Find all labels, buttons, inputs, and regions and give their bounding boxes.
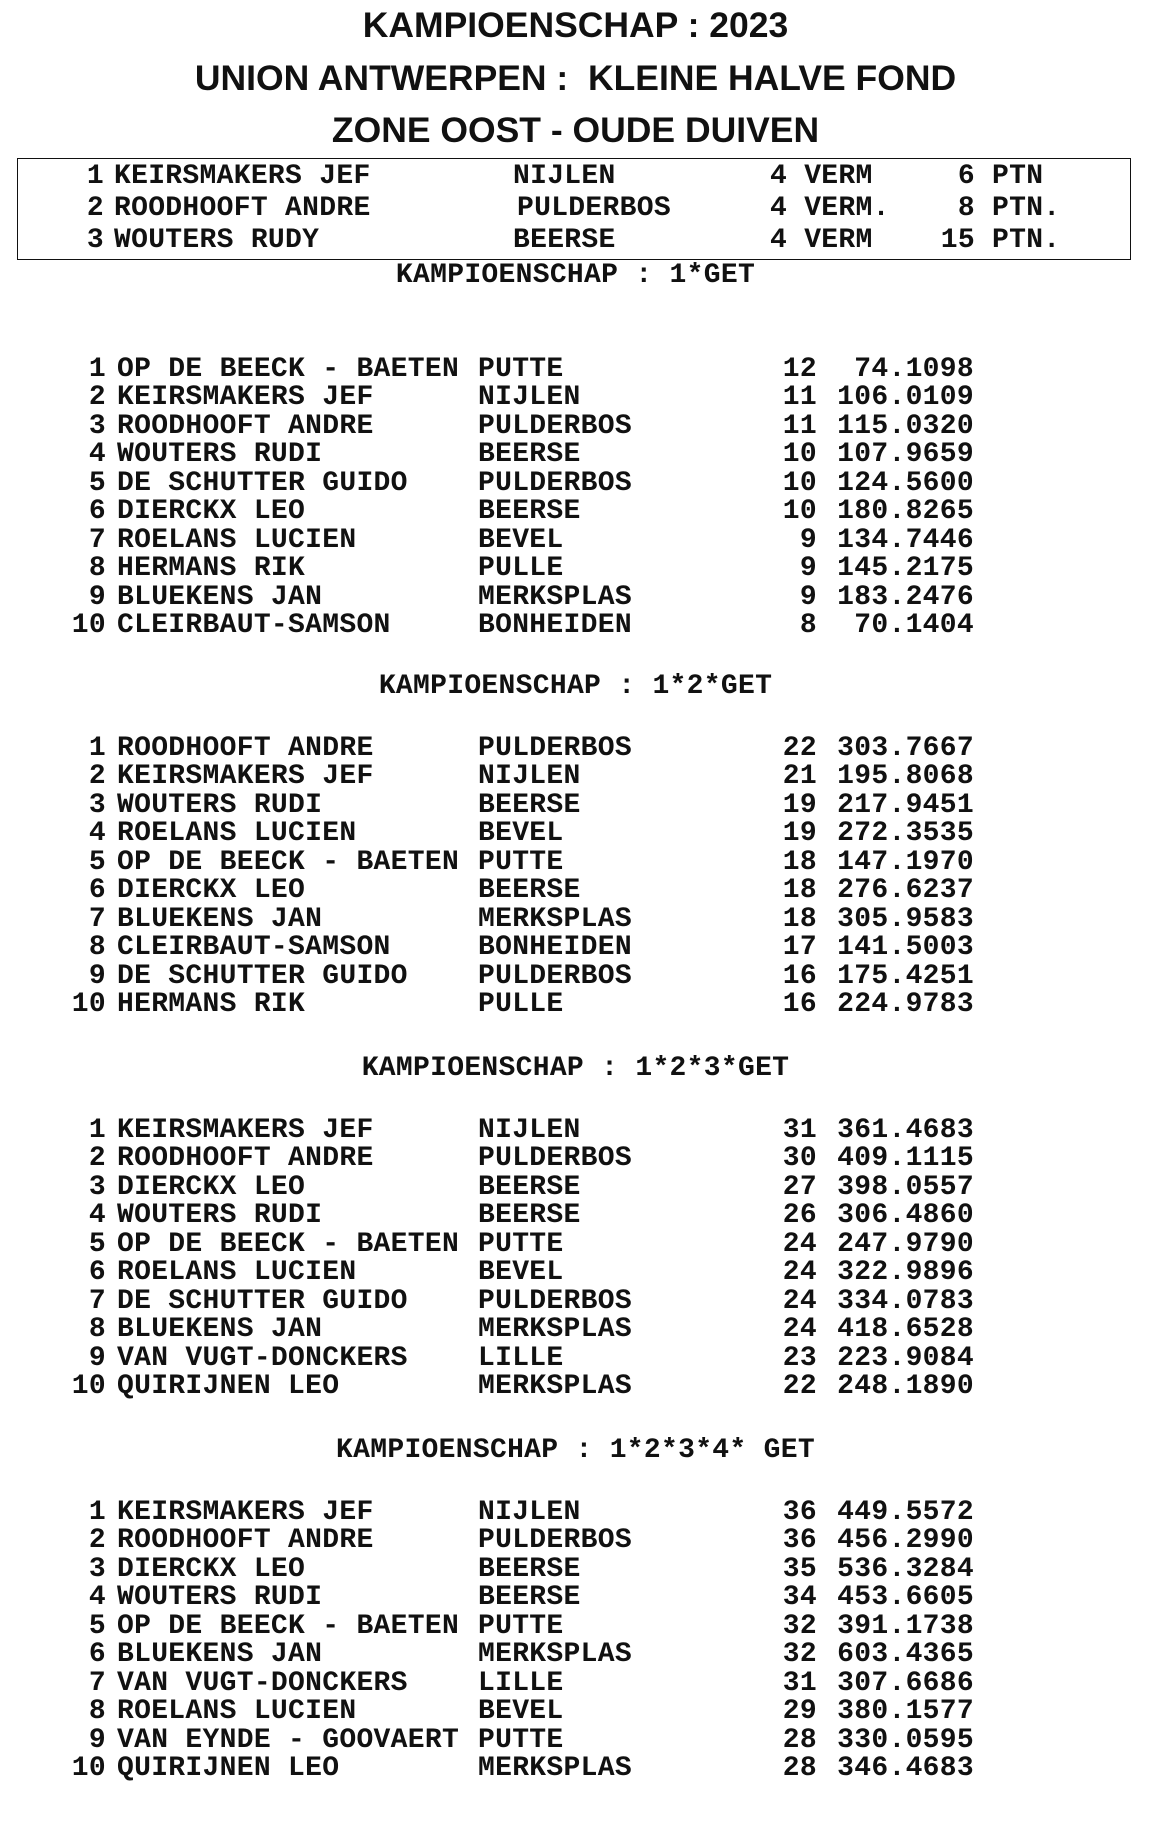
count-cell: 11	[782, 410, 817, 442]
rank-cell: 3	[88, 1171, 106, 1203]
value-cell: 418.6528	[837, 1314, 974, 1346]
count-cell: 17	[782, 932, 817, 964]
table-row	[0, 988, 1151, 1020]
town-cell: MERKSPLAS	[478, 1639, 632, 1671]
rank-cell: 8	[88, 1314, 106, 1346]
name-cell: DE SCHUTTER GUIDO	[117, 467, 408, 499]
name-cell: QUIRIJNEN LEO	[117, 1370, 340, 1402]
name-cell: DIERCKX LEO	[117, 1553, 306, 1585]
name-cell: WOUTERS RUDI	[117, 789, 323, 821]
name-cell: ROODHOOFT ANDRE	[117, 1143, 374, 1175]
value-cell: 183.2476	[837, 581, 974, 613]
rank-cell: 7	[88, 524, 106, 556]
value-cell: 305.9583	[837, 903, 974, 935]
value-cell: 180.8265	[837, 496, 974, 528]
rank-cell: 3	[88, 1553, 106, 1585]
count-cell: 24	[782, 1285, 817, 1317]
value-cell: 107.9659	[837, 439, 974, 471]
table-row	[0, 1641, 1151, 1669]
count-cell: 16	[782, 988, 817, 1020]
rank-cell: 1	[86, 161, 104, 192]
town-cell: BEERSE	[478, 439, 581, 471]
town-cell: BONHEIDEN	[478, 609, 632, 641]
value-cell: 217.9451	[837, 789, 974, 821]
rank-cell: 7	[88, 903, 106, 935]
town-cell: BEERSE	[478, 1200, 581, 1232]
table-row	[0, 735, 1151, 763]
summary-row	[18, 193, 1130, 225]
name-cell: DE SCHUTTER GUIDO	[117, 960, 408, 992]
value-cell: 346.4683	[837, 1752, 974, 1784]
name-cell: OP DE BEECK - BAETEN	[117, 354, 460, 385]
town-cell: PULDERBOS	[517, 193, 671, 224]
count-cell: 10	[782, 496, 817, 528]
name-cell: VAN VUGT-DONCKERS	[117, 1667, 408, 1699]
rank-cell: 5	[88, 846, 106, 878]
table-row	[0, 934, 1151, 962]
name-cell: QUIRIJNEN LEO	[117, 1752, 340, 1784]
count-cell: 30	[782, 1143, 817, 1175]
table-row	[0, 960, 1151, 992]
table-row	[0, 1499, 1151, 1527]
table-row	[0, 1145, 1151, 1173]
name-cell: CLEIRBAUT-SAMSON	[117, 932, 391, 964]
town-cell: BEVEL	[478, 1257, 564, 1289]
rank-cell: 2	[86, 193, 104, 224]
value-cell: 361.4683	[837, 1115, 974, 1146]
value-cell: 330.0595	[837, 1724, 974, 1756]
rank-cell: 1	[88, 733, 106, 764]
town-cell: NIJLEN	[478, 382, 581, 414]
value-cell: 380.1577	[837, 1696, 974, 1728]
town-cell: BEERSE	[478, 875, 581, 907]
table-row	[0, 1259, 1151, 1287]
rank-cell: 5	[88, 1610, 106, 1642]
table-row	[0, 789, 1151, 821]
name-cell: DIERCKX LEO	[117, 496, 306, 528]
ranking-list	[0, 356, 1151, 640]
title-zone: ZONE OOST - OUDE DUIVEN	[331, 110, 820, 150]
name-cell: WOUTERS RUDI	[117, 1582, 323, 1614]
town-cell: LILLE	[478, 1667, 564, 1699]
value-cell: 303.7667	[837, 733, 974, 764]
name-cell: HERMANS RIK	[117, 988, 306, 1020]
count-cell: 18	[782, 875, 817, 907]
count-cell: 23	[782, 1342, 817, 1374]
value-cell: 70.1404	[854, 609, 974, 641]
count-cell: 10	[782, 439, 817, 471]
town-cell: PUTTE	[478, 354, 564, 385]
table-row	[0, 1667, 1151, 1699]
name-cell: KEIRSMAKERS JEF	[117, 1115, 374, 1146]
town-cell: BEERSE	[478, 1171, 581, 1203]
count-cell: 8	[799, 609, 817, 641]
town-cell: BEVEL	[478, 1696, 564, 1728]
town-cell: MERKSPLAS	[478, 1314, 632, 1346]
name-cell: ROELANS LUCIEN	[117, 818, 357, 850]
rank-cell: 10	[71, 1370, 106, 1402]
count-cell: 16	[782, 960, 817, 992]
town-cell: PULLE	[478, 553, 564, 585]
rank-cell: 4	[88, 439, 106, 471]
name-cell: BLUEKENS JAN	[117, 903, 323, 935]
rank-cell: 9	[88, 1724, 106, 1756]
rank-cell: 7	[88, 1667, 106, 1699]
value-cell: 74.1098	[854, 354, 974, 385]
points-cell: 15	[940, 225, 975, 256]
count-cell: 27	[782, 1171, 817, 1203]
value-cell: 145.2175	[837, 553, 974, 585]
table-row	[0, 1228, 1151, 1260]
town-cell: PUTTE	[478, 1610, 564, 1642]
count-cell: 29	[782, 1696, 817, 1728]
town-cell: MERKSPLAS	[478, 1370, 632, 1402]
rank-cell: 2	[88, 1525, 106, 1557]
town-cell: PULDERBOS	[478, 960, 632, 992]
name-cell: WOUTERS RUDY	[114, 225, 320, 256]
count-cell: 32	[782, 1610, 817, 1642]
summary-row	[18, 225, 1130, 257]
value-cell: 449.5572	[837, 1497, 974, 1528]
name-cell: ROODHOOFT ANDRE	[117, 1525, 374, 1557]
unit-cell: PTN.	[992, 193, 1061, 224]
town-cell: BEERSE	[478, 789, 581, 821]
name-cell: DIERCKX LEO	[117, 1171, 306, 1203]
rank-cell: 2	[88, 761, 106, 793]
town-cell: NIJLEN	[478, 1115, 581, 1146]
name-cell: OP DE BEECK - BAETEN	[117, 846, 460, 878]
table-row	[0, 1698, 1151, 1726]
summary-row	[18, 161, 1130, 193]
town-cell: PUTTE	[478, 1228, 564, 1260]
table-row	[0, 1553, 1151, 1585]
rank-cell: 5	[88, 467, 106, 499]
name-cell: OP DE BEECK - BAETEN	[117, 1228, 460, 1260]
count-cell: 19	[782, 818, 817, 850]
town-cell: NIJLEN	[513, 161, 616, 192]
value-cell: 306.4860	[837, 1200, 974, 1232]
table-row	[0, 1584, 1151, 1612]
ranking-list	[0, 1117, 1151, 1401]
town-cell: PULDERBOS	[478, 1143, 632, 1175]
name-cell: VAN EYNDE - GOOVAERT	[117, 1724, 460, 1756]
name-cell: ROELANS LUCIEN	[117, 524, 357, 556]
value-cell: 456.2990	[837, 1525, 974, 1557]
table-row	[0, 1610, 1151, 1642]
rank-cell: 1	[88, 354, 106, 385]
rank-cell: 1	[88, 1115, 106, 1146]
table-row	[0, 1316, 1151, 1344]
count-cell: 9	[799, 581, 817, 613]
name-cell: KEIRSMAKERS JEF	[114, 161, 371, 192]
value-cell: 307.6686	[837, 1667, 974, 1699]
unit-cell: PTN	[992, 161, 1044, 192]
table-row	[0, 384, 1151, 412]
table-row	[0, 441, 1151, 469]
table-row	[0, 1202, 1151, 1230]
count-cell: 36	[782, 1525, 817, 1557]
rank-cell: 9	[88, 581, 106, 613]
section-heading: KAMPIOENSCHAP : 1*2*3*4* GET	[336, 1435, 815, 1466]
table-row	[0, 498, 1151, 526]
count-cell: 22	[782, 733, 817, 764]
count-cell: 19	[782, 789, 817, 821]
value-cell: 175.4251	[837, 960, 974, 992]
name-cell: WOUTERS RUDI	[117, 1200, 323, 1232]
title-union: UNION ANTWERPEN : KLEINE HALVE FOND	[194, 58, 957, 98]
section-heading: KAMPIOENSCHAP : 1*2*GET	[378, 671, 773, 702]
ranking-list	[0, 1499, 1151, 1783]
value-cell: 124.5600	[837, 467, 974, 499]
value-cell: 223.9084	[837, 1342, 974, 1374]
value-cell: 453.6605	[837, 1582, 974, 1614]
rank-cell: 3	[88, 410, 106, 442]
points-cell: 8	[957, 193, 975, 224]
table-row	[0, 581, 1151, 613]
value-cell: 106.0109	[837, 382, 974, 414]
count-cell: 26	[782, 1200, 817, 1232]
rank-cell: 9	[88, 960, 106, 992]
rank-cell: 5	[88, 1228, 106, 1260]
town-cell: BEERSE	[478, 496, 581, 528]
count-cell: 24	[782, 1257, 817, 1289]
rank-cell: 4	[88, 818, 106, 850]
count-cell: 36	[782, 1497, 817, 1528]
town-cell: PULDERBOS	[478, 410, 632, 442]
verm-cell: 4 VERM.	[770, 193, 890, 224]
town-cell: NIJLEN	[478, 1497, 581, 1528]
town-cell: BEERSE	[513, 225, 616, 256]
name-cell: ROODHOOFT ANDRE	[117, 733, 374, 764]
value-cell: 141.5003	[837, 932, 974, 964]
town-cell: BEERSE	[478, 1582, 581, 1614]
count-cell: 31	[782, 1667, 817, 1699]
value-cell: 248.1890	[837, 1370, 974, 1402]
section-heading: KAMPIOENSCHAP : 1*2*3*GET	[361, 1053, 790, 1084]
town-cell: PUTTE	[478, 846, 564, 878]
section-heading: KAMPIOENSCHAP : 1*GET	[395, 260, 756, 291]
name-cell: KEIRSMAKERS JEF	[117, 761, 374, 793]
value-cell: 276.6237	[837, 875, 974, 907]
rank-cell: 2	[88, 382, 106, 414]
town-cell: PULDERBOS	[478, 1525, 632, 1557]
value-cell: 134.7446	[837, 524, 974, 556]
value-cell: 247.9790	[837, 1228, 974, 1260]
value-cell: 391.1738	[837, 1610, 974, 1642]
table-row	[0, 903, 1151, 935]
count-cell: 28	[782, 1724, 817, 1756]
count-cell: 24	[782, 1314, 817, 1346]
table-row	[0, 1752, 1151, 1784]
value-cell: 536.3284	[837, 1553, 974, 1585]
count-cell: 18	[782, 903, 817, 935]
table-row	[0, 356, 1151, 384]
rank-cell: 7	[88, 1285, 106, 1317]
table-row	[0, 877, 1151, 905]
value-cell: 322.9896	[837, 1257, 974, 1289]
count-cell: 22	[782, 1370, 817, 1402]
value-cell: 272.3535	[837, 818, 974, 850]
value-cell: 115.0320	[837, 410, 974, 442]
rank-cell: 8	[88, 553, 106, 585]
value-cell: 398.0557	[837, 1171, 974, 1203]
table-row	[0, 1342, 1151, 1374]
value-cell: 224.9783	[837, 988, 974, 1020]
table-row	[0, 763, 1151, 791]
value-cell: 195.8068	[837, 761, 974, 793]
name-cell: DE SCHUTTER GUIDO	[117, 1285, 408, 1317]
name-cell: ROODHOOFT ANDRE	[117, 410, 374, 442]
rank-cell: 1	[88, 1497, 106, 1528]
rank-cell: 3	[86, 225, 104, 256]
rank-cell: 3	[88, 789, 106, 821]
town-cell: PUTTE	[478, 1724, 564, 1756]
town-cell: BEVEL	[478, 524, 564, 556]
ranking-list	[0, 735, 1151, 1019]
rank-cell: 6	[88, 496, 106, 528]
name-cell: ROELANS LUCIEN	[117, 1696, 357, 1728]
table-row	[0, 820, 1151, 848]
unit-cell: PTN.	[992, 225, 1061, 256]
verm-cell: 4 VERM	[770, 161, 873, 192]
count-cell: 35	[782, 1553, 817, 1585]
name-cell: OP DE BEECK - BAETEN	[117, 1610, 460, 1642]
name-cell: BLUEKENS JAN	[117, 1639, 323, 1671]
summary-box	[17, 158, 1131, 260]
rank-cell: 4	[88, 1200, 106, 1232]
town-cell: NIJLEN	[478, 761, 581, 793]
rank-cell: 8	[88, 1696, 106, 1728]
name-cell: KEIRSMAKERS JEF	[117, 382, 374, 414]
count-cell: 31	[782, 1115, 817, 1146]
name-cell: DIERCKX LEO	[117, 875, 306, 907]
rank-cell: 8	[88, 932, 106, 964]
table-row	[0, 410, 1151, 442]
count-cell: 34	[782, 1582, 817, 1614]
name-cell: ROELANS LUCIEN	[117, 1257, 357, 1289]
count-cell: 28	[782, 1752, 817, 1784]
town-cell: PULDERBOS	[478, 467, 632, 499]
rank-cell: 6	[88, 1639, 106, 1671]
title-championship: KAMPIOENSCHAP : 2023	[362, 5, 789, 45]
rank-cell: 2	[88, 1143, 106, 1175]
rank-cell: 10	[71, 988, 106, 1020]
name-cell: BLUEKENS JAN	[117, 1314, 323, 1346]
count-cell: 11	[782, 382, 817, 414]
value-cell: 409.1115	[837, 1143, 974, 1175]
table-row	[0, 1724, 1151, 1756]
table-row	[0, 1527, 1151, 1555]
count-cell: 32	[782, 1639, 817, 1671]
count-cell: 12	[782, 354, 817, 385]
rank-cell: 6	[88, 1257, 106, 1289]
town-cell: MERKSPLAS	[478, 1752, 632, 1784]
points-cell: 6	[957, 161, 975, 192]
table-row	[0, 555, 1151, 583]
name-cell: BLUEKENS JAN	[117, 581, 323, 613]
rank-cell: 10	[71, 609, 106, 641]
name-cell: KEIRSMAKERS JEF	[117, 1497, 374, 1528]
rank-cell: 4	[88, 1582, 106, 1614]
count-cell: 9	[799, 524, 817, 556]
town-cell: PULLE	[478, 988, 564, 1020]
verm-cell: 4 VERM	[770, 225, 873, 256]
count-cell: 9	[799, 553, 817, 585]
town-cell: BONHEIDEN	[478, 932, 632, 964]
count-cell: 24	[782, 1228, 817, 1260]
rank-cell: 10	[71, 1752, 106, 1784]
table-row	[0, 1285, 1151, 1317]
table-row	[0, 1171, 1151, 1203]
rank-cell: 9	[88, 1342, 106, 1374]
table-row	[0, 609, 1151, 641]
count-cell: 18	[782, 846, 817, 878]
name-cell: CLEIRBAUT-SAMSON	[117, 609, 391, 641]
town-cell: BEERSE	[478, 1553, 581, 1585]
value-cell: 334.0783	[837, 1285, 974, 1317]
name-cell: ROODHOOFT ANDRE	[114, 193, 371, 224]
table-row	[0, 846, 1151, 878]
town-cell: PULDERBOS	[478, 733, 632, 764]
value-cell: 603.4365	[837, 1639, 974, 1671]
rank-cell: 6	[88, 875, 106, 907]
count-cell: 21	[782, 761, 817, 793]
table-row	[0, 467, 1151, 499]
name-cell: WOUTERS RUDI	[117, 439, 323, 471]
count-cell: 10	[782, 467, 817, 499]
town-cell: MERKSPLAS	[478, 581, 632, 613]
name-cell: VAN VUGT-DONCKERS	[117, 1342, 408, 1374]
value-cell: 147.1970	[837, 846, 974, 878]
table-row	[0, 524, 1151, 556]
town-cell: BEVEL	[478, 818, 564, 850]
name-cell: HERMANS RIK	[117, 553, 306, 585]
table-row	[0, 1370, 1151, 1402]
town-cell: PULDERBOS	[478, 1285, 632, 1317]
town-cell: LILLE	[478, 1342, 564, 1374]
table-row	[0, 1117, 1151, 1145]
town-cell: MERKSPLAS	[478, 903, 632, 935]
